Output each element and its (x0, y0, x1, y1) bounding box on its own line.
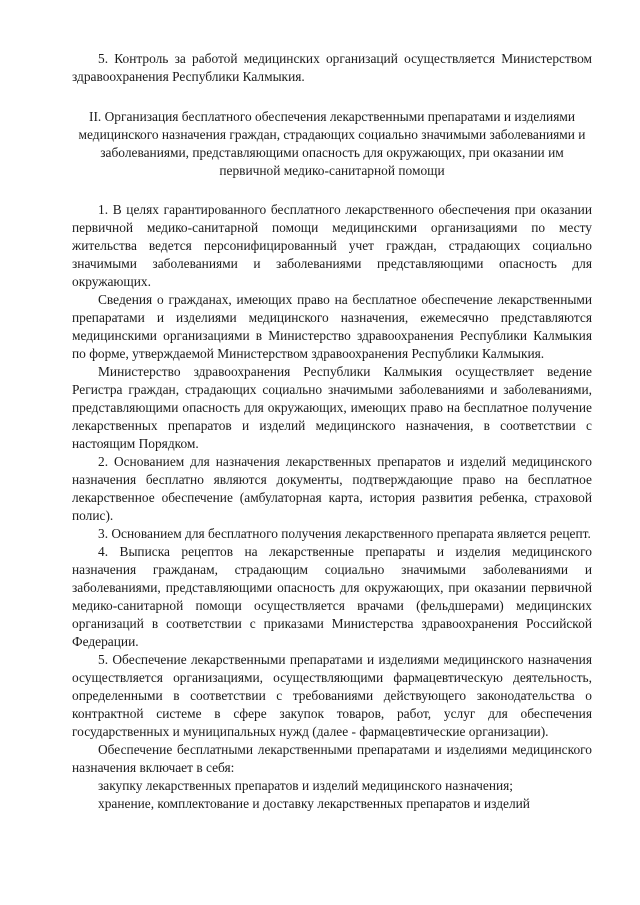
paragraph-control: 5. Контроль за работой медицинских организаций осуществляется Министерством здравоохранения Республики Калмыкия. (72, 51, 592, 84)
paragraph-1-reporting: Сведения о гражданах, имеющих право на бесплатное обеспечение лекарственными препаратами и изделиями медицинского назначения, ежемесячно представляются медицинскими организациями в Министерство здравоохранения Республики Калмыкия по форме, утверждаемой Министерством здравоохранения Республики Калмыкия. (72, 292, 592, 361)
document-page (72, 50, 592, 813)
paragraph-5: 5. Обеспечение лекарственными препаратами и изделиями медицинского назначения осуществляется организациями, осуществляющими фармацевтическую деятельность, определенными в соответствии с требованиями действующего законодательства о контрактной системе в сфере закупок товаров, работ, услуг для обеспечения государственных и муниципальных нужд (далее - фармацевтические организации). (72, 652, 592, 739)
paragraph-4: 4. Выписка рецептов на лекарственные препараты и изделия медицинского назначения гражданам, страдающим социально значимыми заболеваниями и заболеваниями, представляющими опасность для окружающих, при оказании первичной медико-санитарной помощи осуществляется врачами (фельдшерами) медицинских организаций в соответствии с приказами Министерства здравоохранения Российской Федерации. (72, 544, 592, 649)
paragraph-5-includes: Обеспечение бесплатными лекарственными препаратами и изделиями медицинского назначения включает в себя: (72, 742, 592, 775)
paragraph-2: 2. Основанием для назначения лекарственных препаратов и изделий медицинского назначения бесплатно являются документы, подтверждающие право на бесплатное лекарственное обеспечение (амбулаторная карта, история развития ребенка, страховой полис). (72, 454, 592, 523)
paragraph-1: 1. В целях гарантированного бесплатного лекарственного обеспечения при оказании первичной медико-санитарной помощи медицинскими организациями по месту жительства ведется персонифицированный учет граждан, страдающих социально значимыми заболеваниями и заболеваниями представляющими опасность для окружающих. (72, 202, 592, 289)
paragraph-3: 3. Основанием для бесплатного получения лекарственного препарата является рецепт. (98, 526, 591, 541)
section-heading: II. Организация бесплатного обеспечения лекарственными препаратами и изделиями медицинского назначения граждан, страдающих социально значимыми заболеваниями и заболеваниями, представляющими опасность для окружающих, при оказании им первичной медико-санитарной помощи (78, 109, 586, 178)
list-item-storage: хранение, комплектование и доставку лекарственных препаратов и изделий (98, 796, 530, 811)
list-item-procurement: закупку лекарственных препаратов и изделий медицинского назначения; (98, 778, 514, 793)
paragraph-1-register: Министерство здравоохранения Республики Калмыкия осуществляет ведение Регистра граждан, страдающих социально значимыми заболеваниями и заболеваниями, представляющими опасность для окружающих, имеющих право на бесплатное получение лекарственных препаратов и изделий медицинского назначения, в соответствии с настоящим Порядком. (72, 364, 592, 451)
